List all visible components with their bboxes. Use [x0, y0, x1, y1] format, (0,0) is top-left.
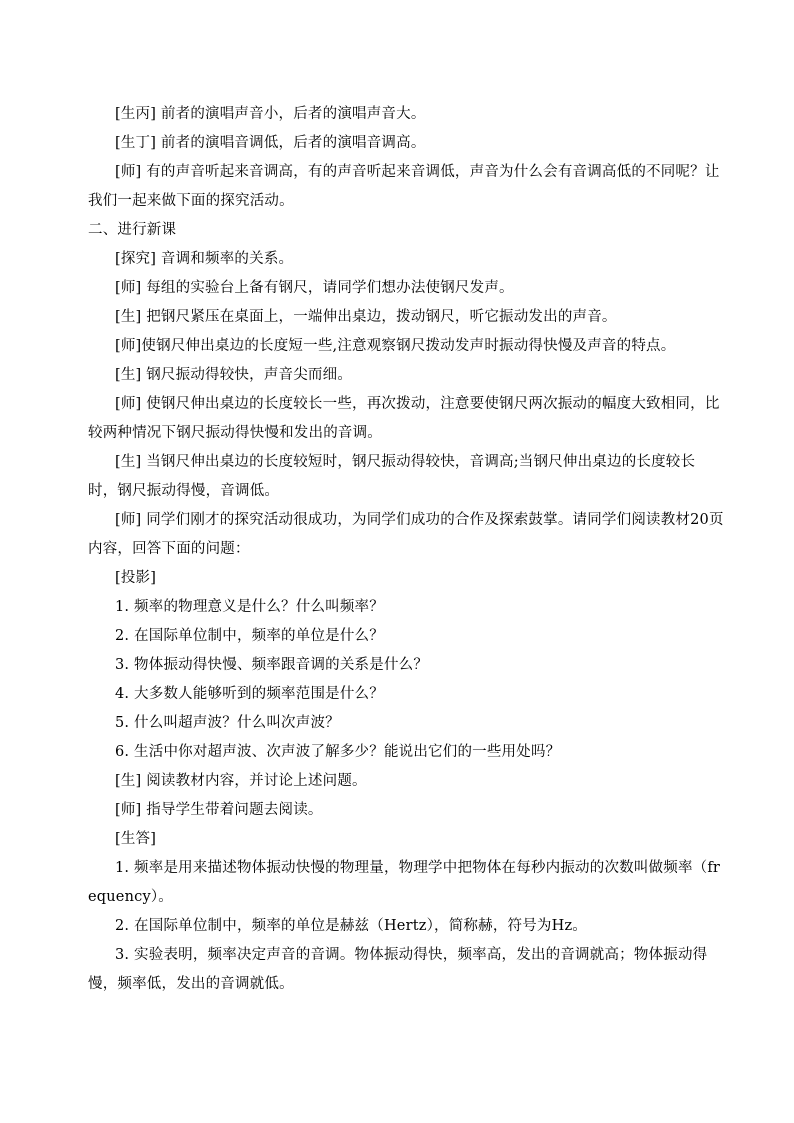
question-item-3: 3. 物体振动得快慢、频率跟音调的关系是什么？ [115, 657, 429, 673]
question-item-1: 1. 频率的物理意义是什么？什么叫频率？ [115, 599, 384, 615]
paragraph-student-ruler: [生] 把钢尺紧压在桌面上，一端伸出桌边，拨动钢尺，听它振动发出的声音。 [115, 309, 617, 325]
question-item-6: 6. 生活中你对超声波、次声波了解多少？能说出它们的一些用处吗？ [115, 744, 561, 760]
paragraph-teacher-long: [师] 使钢尺伸出桌边的长度较长一些，再次拨动，注意要使钢尺两次振动的幅度大致相同，比较两种情况下钢尺振动得快慢和发出的音调。 [88, 396, 720, 441]
paragraph-student-answer: [生答] [115, 831, 157, 847]
paragraph-projection: [投影] [115, 570, 157, 586]
paragraph-teacher-read: [师] 同学们刚才的探究活动很成功，为同学们成功的合作及探索鼓掌。请同学们阅读教材20页内容，回答下面的问题： [88, 512, 724, 557]
paragraph-student-ding: [生丁] 前者的演唱音调低，后者的演唱音调高。 [115, 135, 426, 151]
answer-item-2: 2. 在国际单位制中，频率的单位是赫兹（Hertz），简称赫，符号为Hz。 [115, 918, 587, 934]
paragraph-teacher-question: [师] 有的声音听起来音调高，有的声音听起来音调低，声音为什么会有音调高低的不同呢？让我们一起来做下面的探究活动。 [88, 164, 720, 209]
section-heading-new-lesson: 二、进行新课 [88, 222, 177, 238]
paragraph-teacher-guide: [师] 指导学生带着问题去阅读。 [115, 802, 323, 818]
paragraph-student-bing: [生丙] 前者的演唱声音小，后者的演唱声音大。 [115, 106, 426, 122]
question-item-2: 2. 在国际单位制中，频率的单位是什么？ [115, 628, 384, 644]
paragraph-teacher-short: [师]使钢尺伸出桌边的长度短一些,注意观察钢尺拨动发声时振动得快慢及声音的特点。 [115, 338, 676, 354]
paragraph-teacher-ruler: [师] 每组的实验台上备有钢尺，请同学们想办法使钢尺发声。 [115, 280, 514, 296]
question-item-4: 4. 大多数人能够听到的频率范围是什么？ [115, 686, 384, 702]
answer-item-1: 1. 频率是用来描述物体振动快慢的物理量，物理学中把物体在每秒内振动的次数叫做频率（frequency）。 [88, 860, 721, 905]
paragraph-student-discuss: [生] 阅读教材内容，并讨论上述问题。 [115, 773, 367, 789]
document-body [88, 100, 724, 999]
paragraph-student-fast: [生] 钢尺振动得较快，声音尖而细。 [115, 367, 353, 383]
answer-item-3: 3. 实验表明，频率决定声音的音调。物体振动得快，频率高，发出的音调就高；物体振动得慢，频率低，发出的音调就低。 [88, 947, 708, 992]
question-item-5: 5. 什么叫超声波？什么叫次声波？ [115, 715, 340, 731]
paragraph-student-compare: [生] 当钢尺伸出桌边的长度较短时，钢尺振动得较快，音调高;当钢尺伸出桌边的长度较长时，钢尺振动得慢，音调低。 [88, 454, 696, 499]
paragraph-inquiry: [探究] 音调和频率的关系。 [115, 251, 294, 267]
